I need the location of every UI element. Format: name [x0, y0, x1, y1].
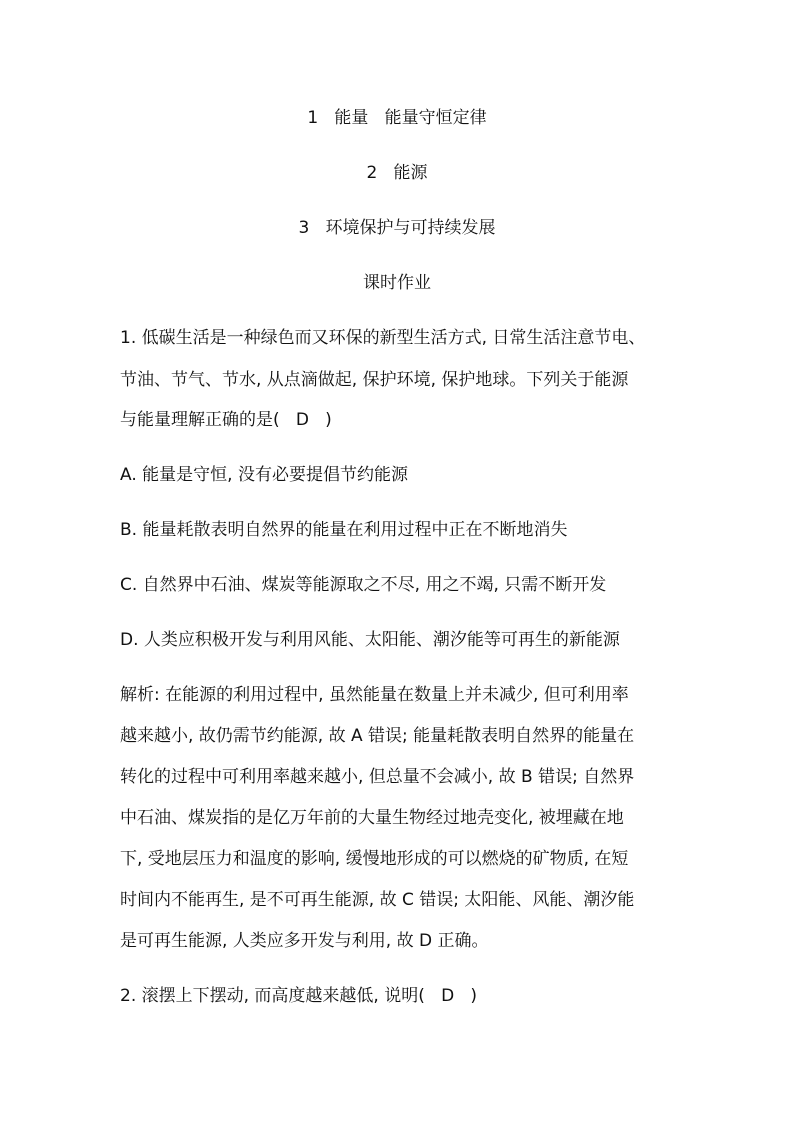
- question-1-analysis-line-3: 转化的过程中可利用率越来越小, 但总量不会减小, 故 B 错误; 自然界: [120, 767, 635, 787]
- question-1-option-b: B. 能量耗散表明自然界的能量在利用过程中正在不断地消失: [120, 520, 568, 540]
- question-1-analysis-line-1: 解析: 在能源的利用过程中, 虽然能量在数量上并未减少, 但可利用率: [120, 685, 629, 705]
- question-1-stem-line-3: 与能量理解正确的是( D ): [120, 410, 332, 430]
- question-1-option-a: A. 能量是守恒, 没有必要提倡节约能源: [120, 465, 408, 485]
- question-1-stem-line-1: 1. 低碳生活是一种绿色而又环保的新型生活方式, 日常生活注意节电、: [120, 328, 646, 348]
- section-title-3: 3 环境保护与可持续发展: [298, 218, 496, 238]
- page-subtitle: 课时作业: [363, 273, 431, 293]
- section-title-2: 2 能源: [366, 163, 428, 183]
- question-1-option-d: D. 人类应积极开发与利用风能、太阳能、潮汐能等可再生的新能源: [120, 630, 620, 650]
- section-title-1: 1 能量 能量守恒定律: [307, 108, 487, 128]
- question-1-stem-line-2: 节油、节气、节水, 从点滴做起, 保护环境, 保护地球。下列关于能源: [120, 370, 629, 390]
- question-1-analysis-line-5: 下, 受地层压力和温度的影响, 缓慢地形成的可以燃烧的矿物质, 在短: [120, 849, 629, 869]
- question-1-analysis-line-2: 越来越小, 故仍需节约能源, 故 A 错误; 能量耗散表明自然界的能量在: [120, 726, 635, 746]
- question-1-analysis-line-6: 时间内不能再生, 是不可再生能源, 故 C 错误; 太阳能、风能、潮汐能: [120, 890, 635, 910]
- question-2-stem: 2. 滚摆上下摆动, 而高度越来越低, 说明( D ): [120, 986, 478, 1006]
- question-1-analysis-line-4: 中石油、煤炭指的是亿万年前的大量生物经过地壳变化, 被埋藏在地: [120, 808, 624, 828]
- question-1-analysis-line-7: 是可再生能源, 人类应多开发与利用, 故 D 正确。: [120, 931, 489, 951]
- question-1-option-c: C. 自然界中石油、煤炭等能源取之不尽, 用之不竭, 只需不断开发: [120, 575, 607, 595]
